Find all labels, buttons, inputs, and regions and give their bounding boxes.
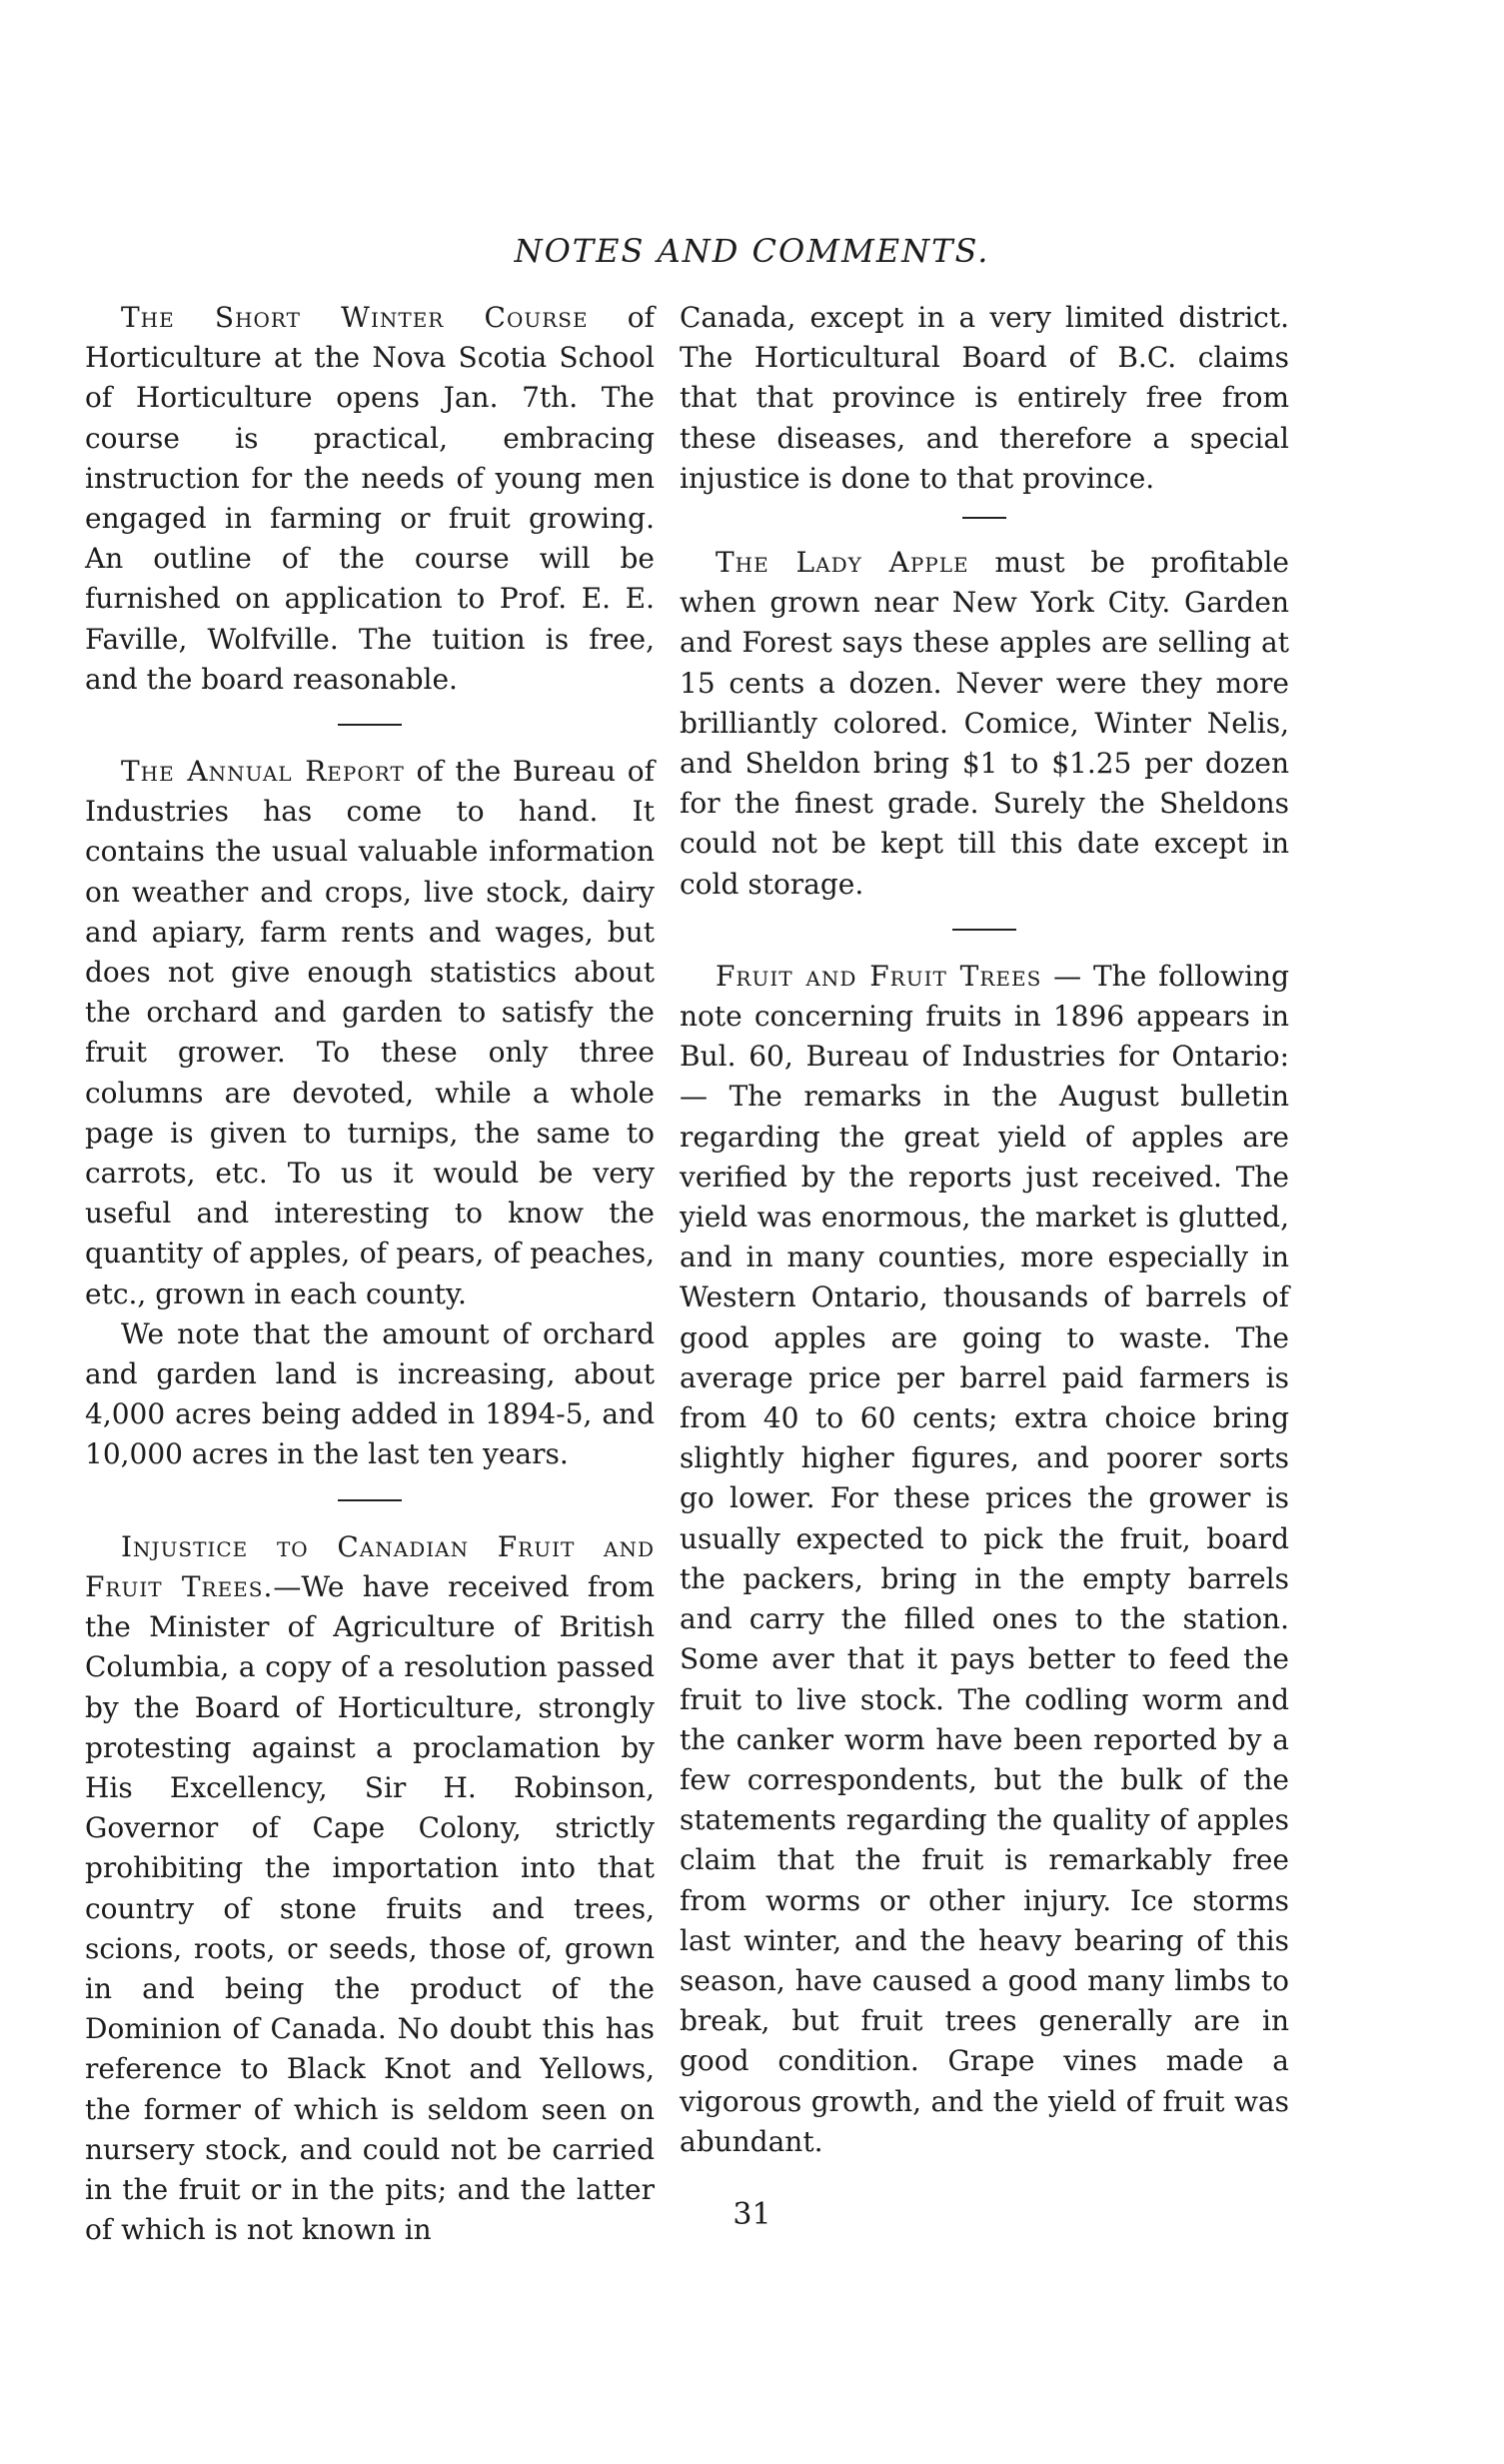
page-number: 31	[733, 2197, 771, 2232]
text-lady-apple: must be profitable when grown near New York City. Garden and Forest says these apples are selling at 15 cents a dozen. Never were they more brilliantly colored. Comice, Winter Nelis, and Sheldon bring $1 to $1.25 per dozen for the finest grade. Surely the Sheldons could not be kept till this date except in cold storage.	[680, 546, 1290, 901]
lead-injustice: Injustice to Canadian Fruit and Fruit Trees.	[85, 1529, 655, 1603]
section-divider	[338, 724, 402, 726]
section-divider	[952, 929, 1016, 931]
lead-lady-apple: The Lady Apple	[716, 546, 969, 580]
lead-fruit-trees: Fruit and Fruit Trees	[716, 959, 1042, 993]
paragraph-orchard-land: We note that the amount of orchard and garden land is increasing, about 4,000 acres being added in 1894-5, and 10,000 acres in the last ten years.	[85, 1316, 655, 1471]
section-divider	[338, 1499, 402, 1501]
section-divider	[962, 517, 1006, 519]
left-column	[85, 298, 655, 2250]
paragraph-fruit-trees	[680, 957, 1289, 2162]
text-annual-report: of the Bureau of Industries has come to hand. It contains the usual valuable information on weather and crops, live stock, dairy and apiary, farm rents and wages, but does not give enough statistics about the orchard and garden to satisfy the fruit grower. To these only three columns are devoted, while a whole page is given to turnips, the same to carrots, etc. To us it would be very useful and interesting to know the quantity of apples, of pears, of peaches, etc., grown in each county.	[85, 755, 655, 1310]
paragraph-lady-apple	[680, 543, 1289, 905]
page-header: NOTES AND COMMENTS.	[514, 232, 990, 270]
text-injustice: —We have received from the Minister of Agriculture of British Columbia, a copy of a resolution passed by the Board of Horticulture, strongly protesting against a proclamation by His Excellency, Sir H. Robinson, Governor of Cape Colony, strictly prohibiting the importation into that country of stone fruits and trees, scions, roots, or seeds, those of, grown in and being the product of the Dominion of Canada. No doubt this has reference to Black Knot and Yellows, the former of which is seldom seen on nursery stock, and could not be carried in the fruit or in the pits; and the latter of which is not known in	[85, 1569, 655, 2247]
paragraph-annual-report	[85, 752, 655, 1314]
text-short-winter-course: of Horticulture at the Nova Scotia School of Horticulture opens Jan. 7th. The course is practical, embracing instruction for the needs of young men engaged in farming or fruit growing. An outline of the course will be furnished on application to Prof. E. E. Faville, Wolfville. The tuition is free, and the board reasonable.	[85, 301, 655, 696]
paragraph-injustice-continued: Canada, except in a very limited district. The Horticultural Board of B.C. claims that that province is entirely free from these diseases, and therefore a special injustice is done to that province.	[680, 301, 1289, 495]
lead-annual-report: The Annual Report	[121, 755, 405, 789]
paragraph-short-winter-course	[85, 298, 655, 700]
lead-short-winter-course: The Short Winter Course	[121, 301, 589, 334]
right-column	[680, 298, 1289, 2162]
paragraph-injustice	[85, 1527, 655, 2251]
text-fruit-trees: — The following note concerning fruits in 1896 appears in Bul. 60, Bureau of Industries for Ontario: — The remarks in the August bulletin regarding the great yield of apples are verified by the reports just received. The yield was enormous, the market is glutted, and in many counties, more especially in Western Ontario, thousands of barrels of good apples are going to waste. The average price per barrel paid farmers is from 40 to 60 cents; extra choice bring slightly higher figures, and poorer sorts go lower. For these prices the grower is usually expected to pick the fruit, board the packers, bring in the empty barrels and carry the filled ones to the station. Some aver that it pays better to feed the fruit to live stock. The codling worm and the canker worm have been reported by a few correspondents, but the bulk of the statements regarding the quality of apples claim that the fruit is remarkably free from worms or other injury. Ice storms last winter, and the heavy bearing of this season, have caused a good many limbs to break, but fruit trees generally are in good condition. Grape vines made a vigorous growth, and the yield of fruit was abundant.	[680, 959, 1289, 2158]
